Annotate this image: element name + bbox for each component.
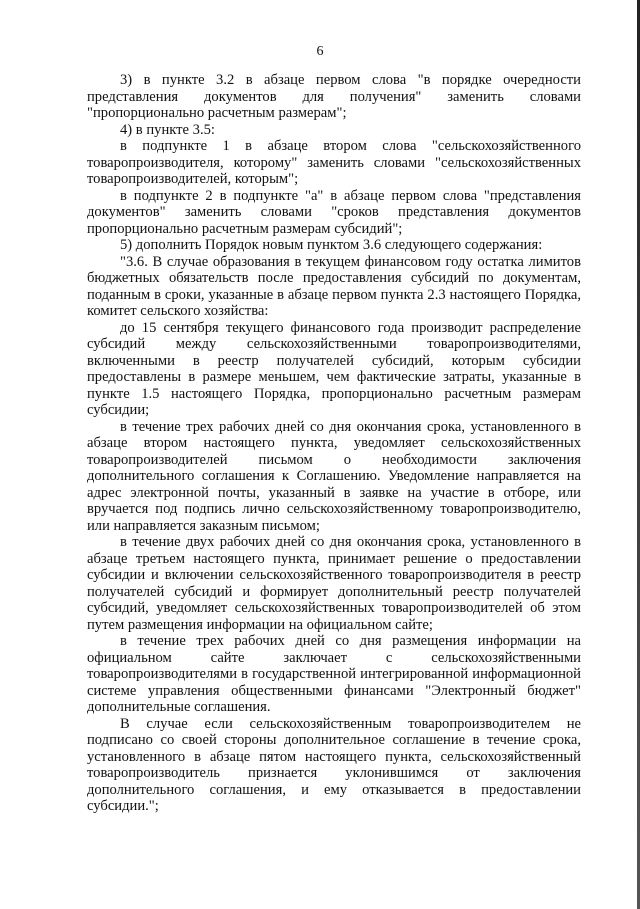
paragraph-3-6-distribution: до 15 сентября текущего финансового года производит распределение субсидий между сельскохозяйственными товаропроизводителями, включенными в реестр получателей субсидий, которым субсидии предоставлены в размере меньшем, чем фактические затраты, указанные в пункте 1.5 настоящего Порядка, пропорционально расчетным размерам субсидии; — [87, 319, 581, 418]
paragraph-subpoint-1: в подпункте 1 в абзаце втором слова "сельскохозяйственного товаропроизводителя, которому" заменить словами "сельскохозяйственных товаропроизводителей, которым"; — [87, 138, 581, 187]
paragraph-amend-add-3-6: 5) дополнить Порядок новым пунктом 3.6 следующего содержания: — [120, 237, 543, 253]
paragraph-3-6-notification: в течение трех рабочих дней со дня окончания срока, установленного в абзаце втором настоящего пункта, уведомляет сельскохозяйственных товаропроизводителей письмом о необходимости заключения дополнительного соглашения к Соглашению. Уведомление направляется на адрес электронной почты, указанный в заявке на участие в отборе, или вручается под подпись лично сельскохозяйственному товаропроизводителю, или направляется заказным письмом; — [87, 418, 581, 534]
paragraph-3-6-intro: "3.6. В случае образования в текущем финансовом году остатка лимитов бюджетных обязательств после предоставления субсидий по документам, поданным в сроки, указанные в абзаце первом пункта 2.3 настоящего Порядка, комитет сельского хозяйства: — [87, 253, 581, 319]
paragraph-amend-3-2: 3) в пункте 3.2 в абзаце первом слова "в порядке очередности представления документов для получения" заменить словами "пропорционально расчетным размерам"; — [87, 72, 581, 121]
paragraph-3-6-refusal: В случае если сельскохозяйственным товаропроизводителем не подписано со своей стороны дополнительное соглашение в течение срока, установленного в абзаце пятом настоящего пункта, сельскохозяйственный товаропроизводитель признается уклонившимся от заключения дополнительного соглашения, и ему отказывается в предоставлении субсидии."; — [87, 715, 581, 814]
page-number: 6 — [316, 44, 324, 59]
paragraph-3-6-agreements: в течение трех рабочих дней со дня размещения информации на официальном сайте заключает с сельскохозяйственными товаропроизводителями в государственной интегрированной информационной системе управления общественными финансами "Электронный бюджет" дополнительные соглашения. — [87, 633, 581, 715]
paragraph-subpoint-2: в подпункте 2 в подпункте "а" в абзаце первом слова "представления документов" заменить словами "сроков представления документов пропорционально расчетным размерам субсидий"; — [87, 187, 581, 237]
paragraph-3-6-decision: в течение двух рабочих дней со дня окончания срока, установленного в абзаце третьем настоящего пункта, принимает решение о предоставлении субсидии и включении сельскохозяйственного товаропроизводителя в реестр получателей субсидий и формирует дополнительный реестр получателей субсидий, уведомляет сельскохозяйственных товаропроизводителей об этом путем размещения информации на официальном сайте; — [87, 534, 581, 633]
document-body — [87, 72, 581, 815]
paragraph-amend-3-5: 4) в пункте 3.5: — [120, 121, 215, 138]
